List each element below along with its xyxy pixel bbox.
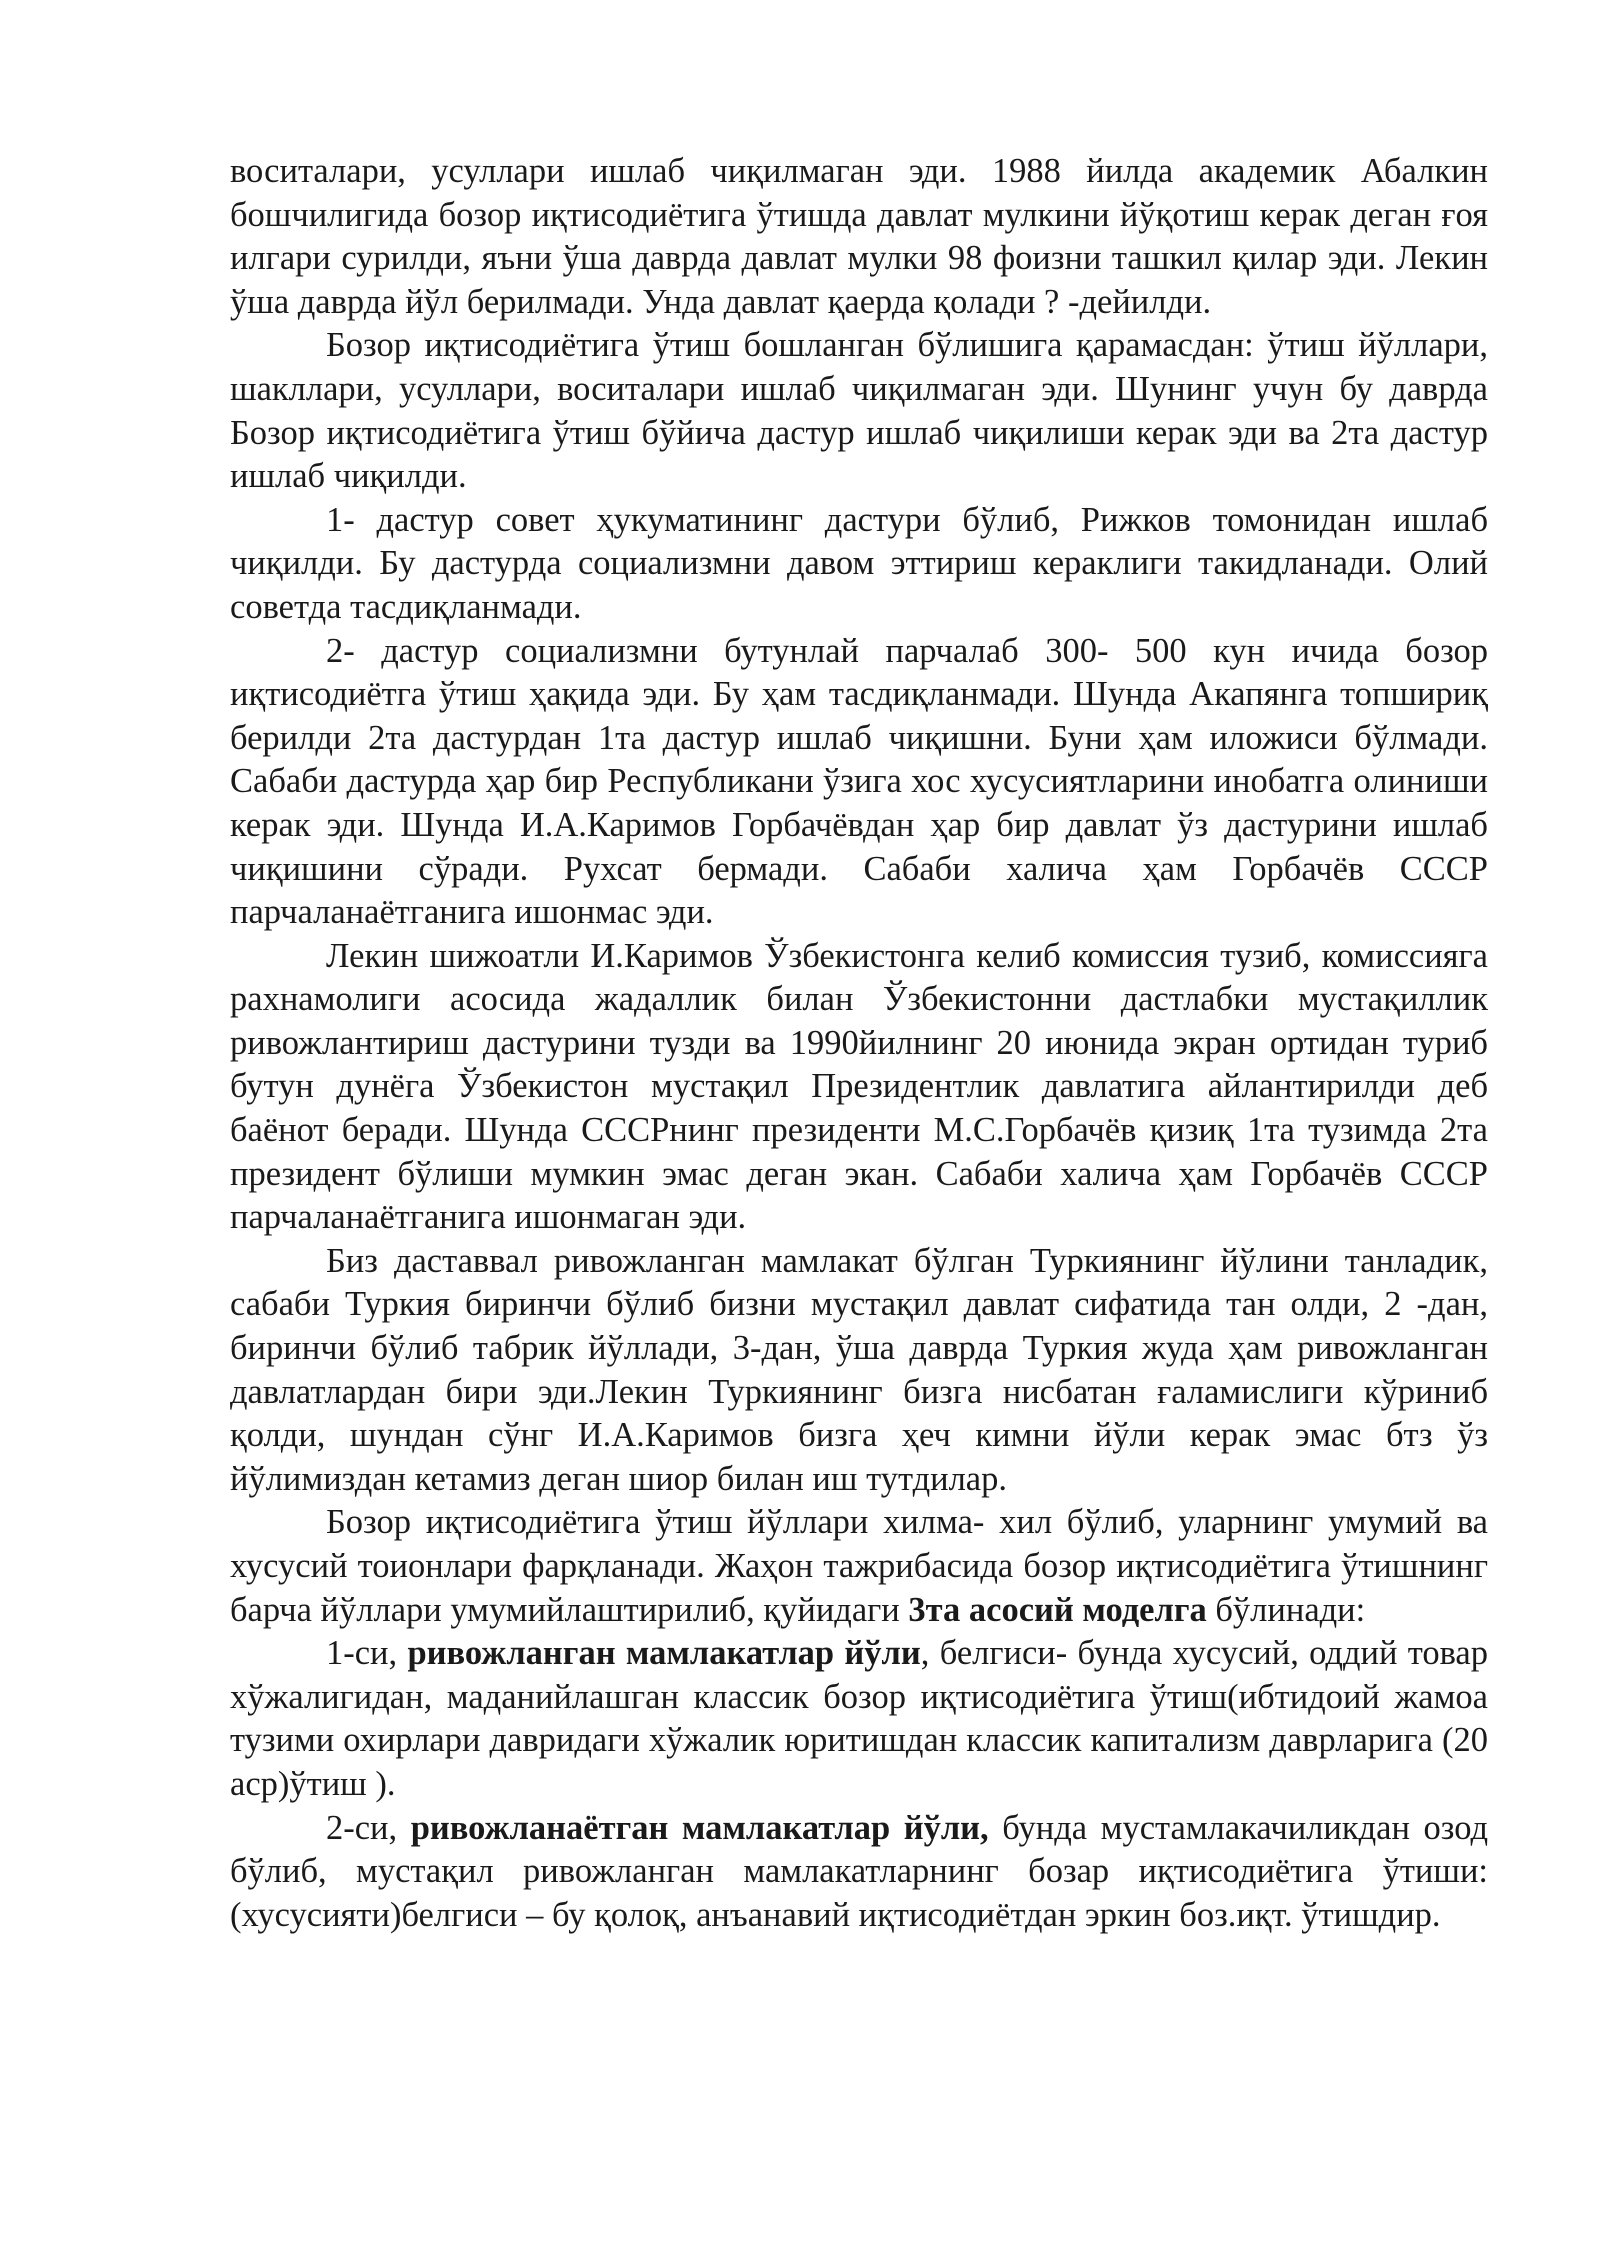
paragraph-text: , белгиси- бунда хусусий, оддий товар хўжалигидан, маданийлашган классик бозор иқтисодиётига ўтиш(ибтидоий жамоа тузими охирлари давридаги хўжалик юритишдан классик капитализм даврларига (20 аср)ўтиш ). — [230, 1634, 1488, 1803]
paragraph-3 — [230, 499, 1488, 630]
paragraph-text: бунда мустамлакачиликдан озод бўлиб, мустақил ривожланган мамлакатларнинг бозар иқтисодиётига ўтиши: (хусусияти)белгиси – бу қолоқ, анъанавий иқтисодиётдан эркин боз.иқт. ўтишдир. — [230, 1808, 1488, 1934]
paragraph-text: 2- дастур социализмни бутунлай парчалаб 300- 500 кун ичида бозор иқтисодиётга ўтиш ҳақида эди. Бу ҳам тасдиқланмади. Шунда Акапянга топшириқ берилди 2та дастурдан 1та дастур ишлаб чиқишни. Буни ҳам иложиси бўлмади. Сабаби дастурда ҳар бир Республикани ўзига хос хусусиятларини инобатга олиниши керак эди. Шунда И.А.Каримов Горбачёвдан ҳар бир давлат ўз дастурини ишлаб чиқишини сўради. Рухсат бермади. Сабаби халича ҳам Горбачёв СССР парчаланаётганига ишонмас эди. — [230, 631, 1488, 932]
paragraph-text: 1-си, — [326, 1634, 408, 1673]
document-page — [230, 150, 1488, 1937]
bold-phrase: 3та асосий моделга — [908, 1590, 1207, 1629]
paragraph-text: 1- дастур совет ҳукуматининг дастури бўлиб, Рижков томонидан ишлаб чиқилди. Бу дастурда социализмни давом эттириш кераклиги такидланади. Олий советда тасдиқланмади. — [230, 500, 1488, 626]
paragraph-text: Бозор иқтисодиётига ўтиш йўллари хилма- хил бўлиб, уларнинг умумий ва хусусий тоионлари фарқланади. Жаҳон тажрибасида бозор иқтисодиётига ўтишнинг барча йўллари умумийлаштирилиб, қуйидаги — [230, 1503, 1488, 1629]
paragraph-2 — [230, 324, 1488, 498]
paragraph-9 — [230, 1807, 1488, 1938]
bold-phrase: ривожланган мамлакатлар йўли — [407, 1634, 921, 1673]
paragraph-text: бўлинади: — [1206, 1590, 1366, 1629]
paragraph-7 — [230, 1501, 1488, 1632]
paragraph-text: 2-си, — [326, 1808, 411, 1847]
paragraph-1 — [230, 150, 1488, 324]
paragraph-text: Бозор иқтисодиётига ўтиш бошланган бўлишига қарамасдан: ўтиш йўллари, шакллари, усуллари, воситалари ишлаб чиқилмаган эди. Шунинг учун бу даврда Бозор иқтисодиётига ўтиш бўйича дастур ишлаб чиқилиши керак эди ва 2та дастур ишлаб чиқилди. — [230, 326, 1488, 496]
paragraph-8 — [230, 1632, 1488, 1806]
paragraph-text: Лекин шижоатли И.Каримов Ўзбекистонга келиб комиссия тузиб, комиссияга рахнамолиги асосида жадаллик билан Ўзбекистонни дастлабки мустақиллик ривожлантириш дастурини тузди ва 1990йилнинг 20 июнида экран ортидан туриб бутун дунёга Ўзбекистон мустақил Президентлик давлатига айлантирилди деб баёнот беради. Шунда СССРнинг президенти М.С.Горбачёв қизиқ 1та тузимда 2та президент бўлиши мумкин эмас деган экан. Сабаби халича ҳам Горбачёв СССР парчаланаётганига ишонмаган эди. — [230, 936, 1488, 1237]
paragraph-6 — [230, 1240, 1488, 1502]
paragraph-text: воситалари, усуллари ишлаб чиқилмаган эди. 1988 йилда академик Абалкин бошчилигида бозор иқтисодиётига ўтишда давлат мулкини йўқотиш керак деган ғоя илгари сурилди, яъни ўша даврда давлат мулки 98 фоизни ташкил қилар эди. Лекин ўша даврда йўл берилмади. Унда давлат қаерда қолади ? -дейилди. — [230, 152, 1488, 321]
paragraph-5 — [230, 935, 1488, 1240]
paragraph-4 — [230, 630, 1488, 935]
bold-phrase: ривожланаётган мамлакатлар йўли, — [410, 1808, 989, 1847]
paragraph-text: Биз даставвал ривожланган мамлакат бўлган Туркиянинг йўлини танладик, сабаби Туркия биринчи бўлиб бизни мустақил давлат сифатида тан олди, 2 -дан, биринчи бўлиб табрик йўллади, 3-дан, ўша даврда Туркия жуда ҳам ривожланган давлатлардан бири эди.Лекин Туркиянинг бизга нисбатан ғаламислиги кўриниб қолди, шундан сўнг И.А.Каримов бизга ҳеч кимни йўли керак эмас бтз ўз йўлимиздан кетамиз деган шиор билан иш тутдилар. — [230, 1241, 1488, 1498]
